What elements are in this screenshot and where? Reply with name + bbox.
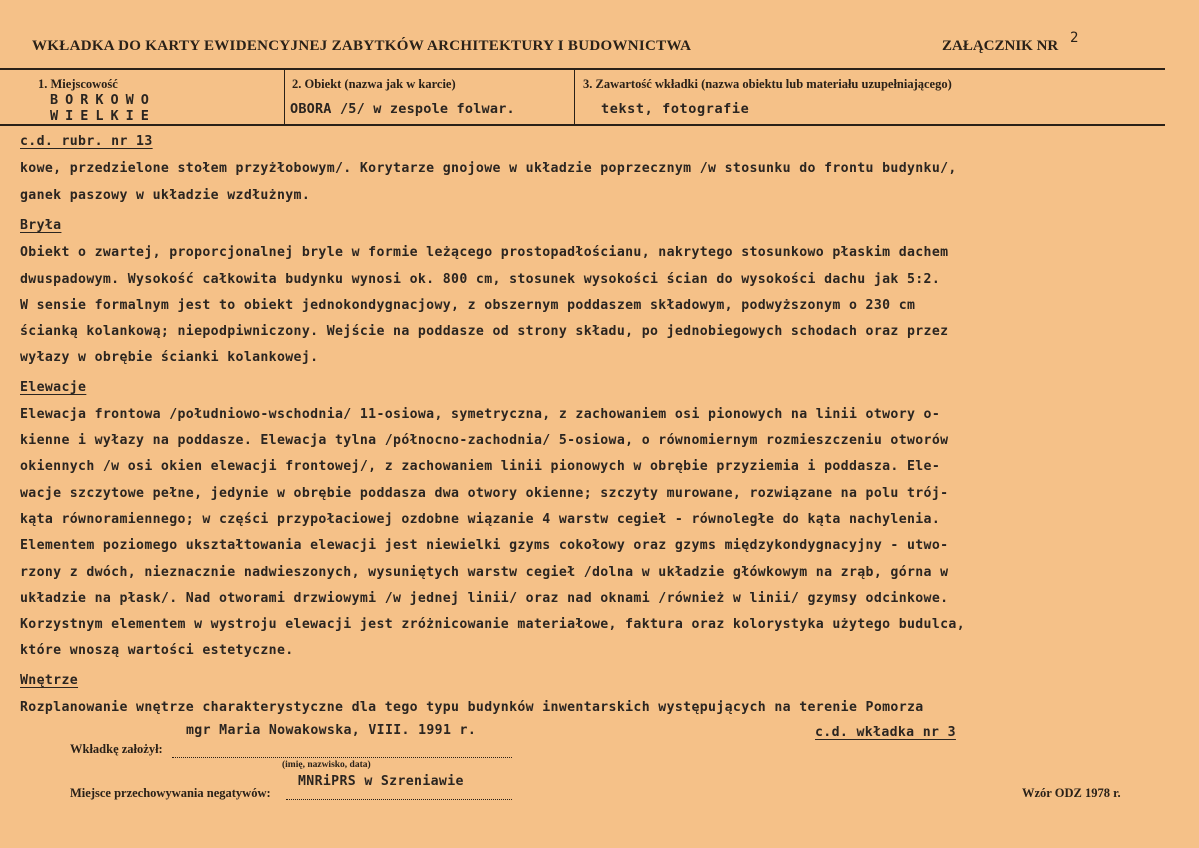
negatives-dotted-line [286,799,512,800]
author-value: mgr Maria Nowakowska, VIII. 1991 r. [186,723,477,738]
locality-label: 1. Miejscowość [38,77,118,91]
form-title: WKŁADKA DO KARTY EWIDENCYJNEJ ZABYTKÓW ARCHITEKTURY I BUDOWNICTWA [32,38,692,54]
section-line: Korzystnym elementem w wystroju elewacji jest zróżnicowanie materiałowe, faktura oraz kolorystyka użytego budulca, [20,617,966,632]
section-line: okiennych /w osi okien elewacji frontowej/, z zachowaniem linii pionowych w obrębie przyziemia i poddasza. Ele- [20,459,941,474]
section-line: Elementem poziomego ukształtowania elewacji jest niewielki gzyms cokołowy oraz gzyms międzykondygnacyjny - utwo- [20,538,949,553]
author-hint: (imię, nazwisko, data) [282,760,371,770]
field-divider-2 [574,70,575,124]
locality-value-line2: WIELKIE [50,108,156,124]
negatives-value: MNRiPRS w Szreniawie [298,774,464,789]
header-bottom-rule [0,124,1165,126]
object-label: 2. Obiekt (nazwa jak w karcie) [292,77,456,91]
intro-line: ganek paszowy w układzie wzdłużnym. [20,188,311,203]
locality-value-line1: BORKOWO [50,92,156,108]
content-label: 3. Zawartość wkładki (nazwa obiektu lub materiału uzupełniającego) [583,77,952,91]
section-heading-wnetrze: Wnętrze [20,673,79,688]
section-heading-elewacje: Elewacje [20,380,87,395]
section-line: Rozplanowanie wnętrze charakterystyczne dla tego typu budynków inwentarskich występujących na terenie Pomorza [20,700,924,715]
section-line: Obiekt o zwartej, proporcjonalnej bryle w formie leżącego prostopadłościanu, nakrytego stosunkowo płaskim dachem [20,245,949,260]
field-divider-1 [284,70,285,124]
section-line: rzony z dwóch, nieznacznie nadwieszonych, wysuniętych warstw cegieł /dolna w układzie główkowym na zrąb, górna w [20,565,949,580]
section-line: Elewacja frontowa /południowo-wschodnia/ 11-osiowa, symetryczna, z zachowaniem osi pionowych na linii otwory o- [20,407,941,422]
section-line: kienne i wyłazy na poddasze. Elewacja tylna /północno-zachodnia/ 5-osiowa, o równomiernym rozmieszczeniu otworów [20,433,949,448]
annex-number: 2 [1070,30,1079,46]
header-top-rule [0,68,1165,70]
annex-label: ZAŁĄCZNIK NR [942,38,1059,54]
intro-line: kowe, przedzielone stołem przyżłobowym/. Korytarze gnojowe w układzie poprzecznym /w stosunku do frontu budynku/, [20,161,957,176]
section-line: wacje szczytowe pełne, jedynie w obrębie poddasza dwa otwory okienne; szczyty murowane, rozwiązane na polu trój- [20,486,949,501]
pattern-label: Wzór ODZ 1978 r. [1022,786,1121,800]
section-line: ścianką kolankową; niepodpiwniczony. Wejście na poddasze od strony składu, po jednobiegowych schodach oraz przez [20,324,949,339]
section-line: które wnoszą wartości estetyczne. [20,643,294,658]
author-dotted-line [172,757,512,758]
section-line: dwuspadowym. Wysokość całkowita budynku wynosi ok. 800 cm, stosunek wysokości ścian do wysokości dachu jak 5:2. [20,272,941,287]
section-heading-bryla: Bryła [20,218,62,233]
continuation-note: c.d. rubr. nr 13 [20,134,153,149]
section-line: wyłazy w obrębie ścianki kolankowej. [20,350,319,365]
author-label: Wkładkę założył: [70,742,163,756]
section-line: kąta równoramiennego; w części przypołaciowej ozdobne wiązanie 4 warstw cegieł - równoległe do kąta nachylenia. [20,512,941,527]
section-line: układzie na płask/. Nad otworami drzwiowymi /w jednej linii/ oraz nad oknami /również w linii/ gzymsy odcinkowe. [20,591,949,606]
negatives-label: Miejsce przechowywania negatywów: [70,786,271,800]
object-value: OBORA /5/ w zespole folwar. [290,101,515,117]
content-value: tekst, fotografie [601,101,750,117]
continued-note: c.d. wkładka nr 3 [815,725,956,740]
section-line: W sensie formalnym jest to obiekt jednokondygnacjowy, z obszernym poddaszem składowym, podwyższonym o 230 cm [20,298,916,313]
